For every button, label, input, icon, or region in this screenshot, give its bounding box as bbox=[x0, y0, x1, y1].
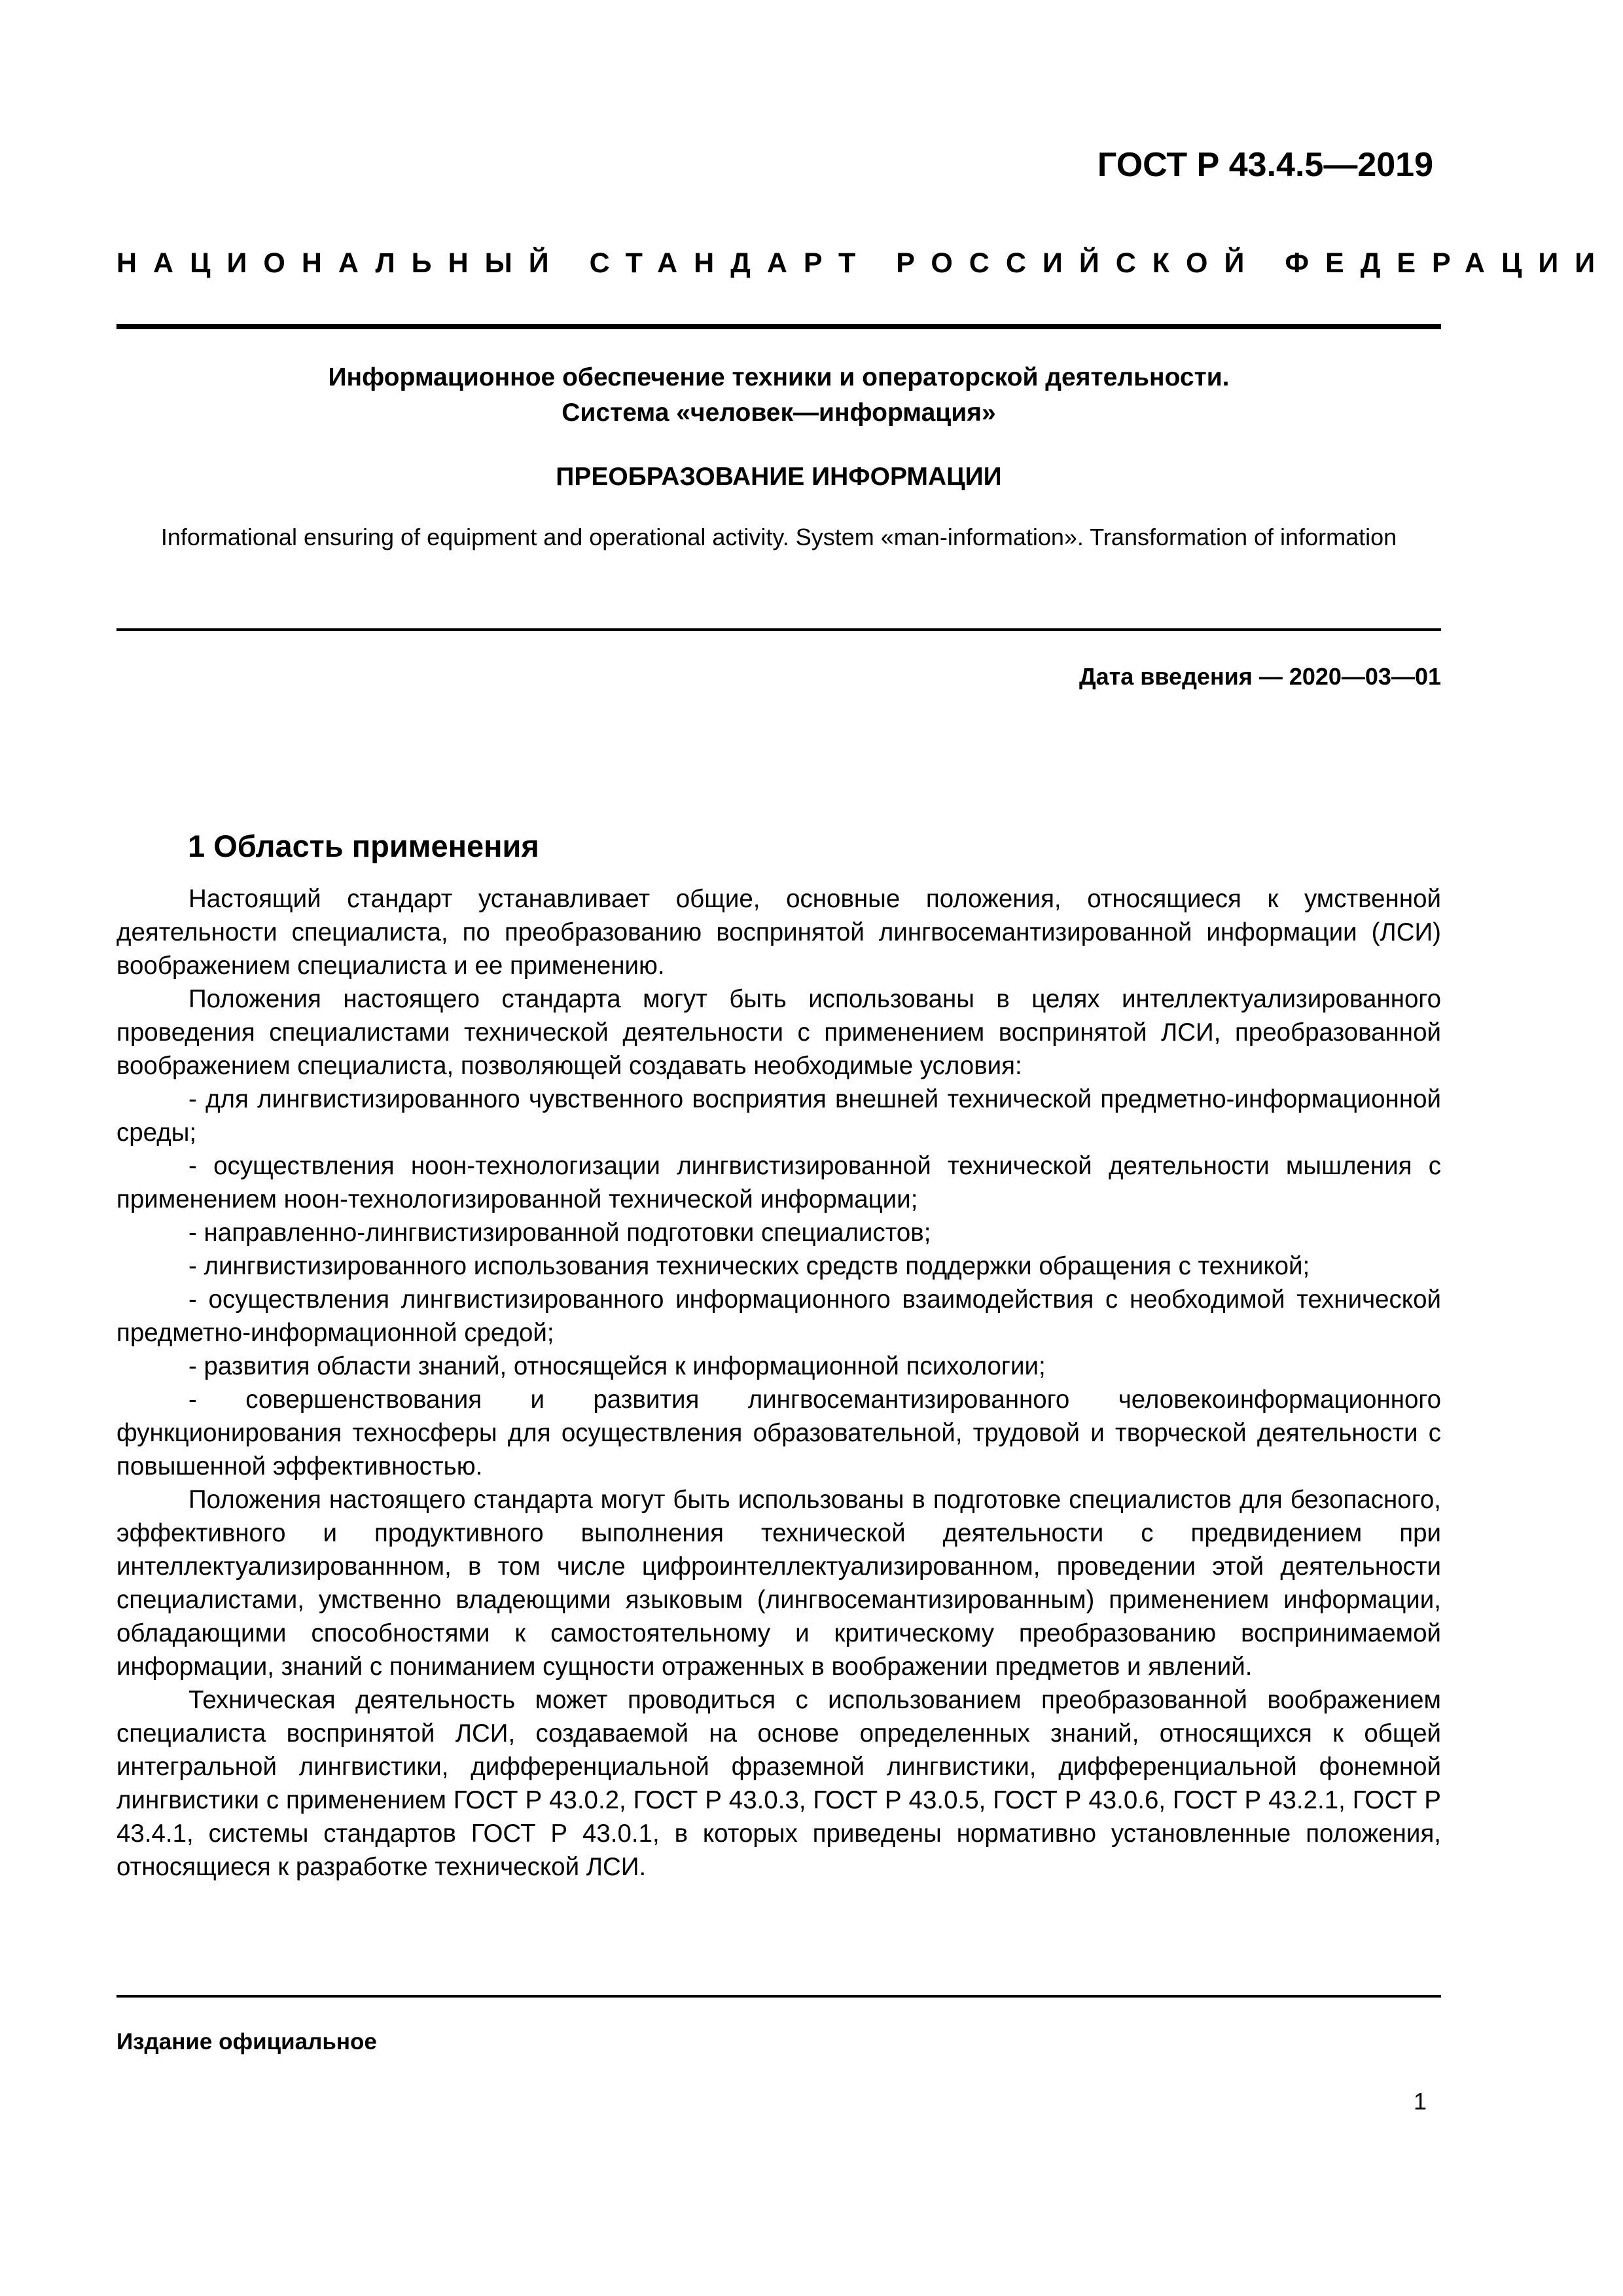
title-divider bbox=[116, 628, 1441, 631]
page-number: 1 bbox=[1413, 2088, 1427, 2115]
date-of-introduction: Дата введения — 2020—03—01 bbox=[1079, 663, 1441, 690]
section-heading: 1 Область применения bbox=[188, 829, 539, 863]
list-item: - осуществления лингвистизированного информационного взаимодействия с необходимой технической предметно-информационной средой; bbox=[116, 1285, 1441, 1347]
paragraph: Положения настоящего стандарта могут быть использованы в целях интеллектуализированного проведения специалистами технической деятельности с применением воспринятой ЛСИ, преобразованной воображением специалиста, позволяющей создавать необходимые условия: bbox=[116, 985, 1441, 1080]
list-item: - развития области знаний, относящейся к информационной психологии; bbox=[188, 1352, 1046, 1380]
title-line-2: Система «человек—информация» bbox=[562, 399, 996, 427]
list-item: - для лингвистизированного чувственного восприятия внешней технической предметно-информационной среды; bbox=[116, 1085, 1441, 1147]
list-item: - направленно-лингвистизированной подготовки специалистов; bbox=[188, 1219, 931, 1247]
header-divider bbox=[116, 324, 1441, 329]
list-item: - осуществления ноон-технологизации лингвистизированной технической деятельности мышления с применением ноон-технологизированной технической информации; bbox=[116, 1152, 1441, 1213]
paragraph: Настоящий стандарт устанавливает общие, основные положения, относящиеся к умственной деятельности специалиста, по преобразованию воспринятой лингвосемантизированной информации (ЛСИ) воображением специалиста и ее применению. bbox=[116, 885, 1441, 980]
section-body bbox=[116, 882, 1441, 1884]
paragraph: Положения настоящего стандарта могут быть использованы в подготовке специалистов для безопасного, эффективного и продуктивного выполнения технической деятельности с предвидением при интеллектуализированнном, в том числе цифроинтеллектуализированном, проведении этой деятельности специалистами, умственно владеющими языковым (лингвосемантизированным) применением информации, обладающими способностями к самостоятельному и критическому преобразованию воспринимаемой информации, знаний с пониманием сущности отраженных в воображении предметов и явлений. bbox=[116, 1486, 1441, 1681]
standard-number: ГОСТ Р 43.4.5—2019 bbox=[1097, 146, 1433, 184]
paragraph: Техническая деятельность может проводиться с использованием преобразованной воображением специалиста воспринятой ЛСИ, создаваемой на основе определенных знаний, относящихся к общей интегральной лингвистики, дифференциальной фраземной лингвистики, дифференциальной фонемной лингвистики с применением ГОСТ Р 43.0.2, ГОСТ Р 43.0.3, ГОСТ Р 43.0.5, ГОСТ Р 43.0.6, ГОСТ Р 43.2.1, ГОСТ Р 43.4.1, системы стандартов ГОСТ Р 43.0.1, в которых приведены нормативно установленные положения, относящиеся к разработке технической ЛСИ. bbox=[116, 1686, 1441, 1881]
english-title: Informational ensuring of equipment and operational activity. System «man-information». Transformation of information bbox=[160, 524, 1397, 550]
document-subtitle: ПРЕОБРАЗОВАНИЕ ИНФОРМАЦИИ bbox=[556, 463, 1002, 491]
list-item: - совершенствования и развития лингвосемантизированного человекоинформационного функционирования техносферы для осуществления образовательной, трудовой и творческой деятельности с повышенной эффективностью. bbox=[116, 1386, 1441, 1480]
national-standard-banner: НАЦИОНАЛЬНЫЙ СТАНДАРТ РОССИЙСКОЙ ФЕДЕРАЦИИ bbox=[116, 247, 1612, 279]
list-item: - лингвистизированного использования технических средств поддержки обращения с техникой; bbox=[188, 1252, 1310, 1280]
title-line-1: Информационное обеспечение техники и операторской деятельности. bbox=[328, 363, 1230, 391]
edition-label: Издание официальное bbox=[116, 2029, 377, 2054]
footer-divider bbox=[116, 1995, 1441, 1998]
